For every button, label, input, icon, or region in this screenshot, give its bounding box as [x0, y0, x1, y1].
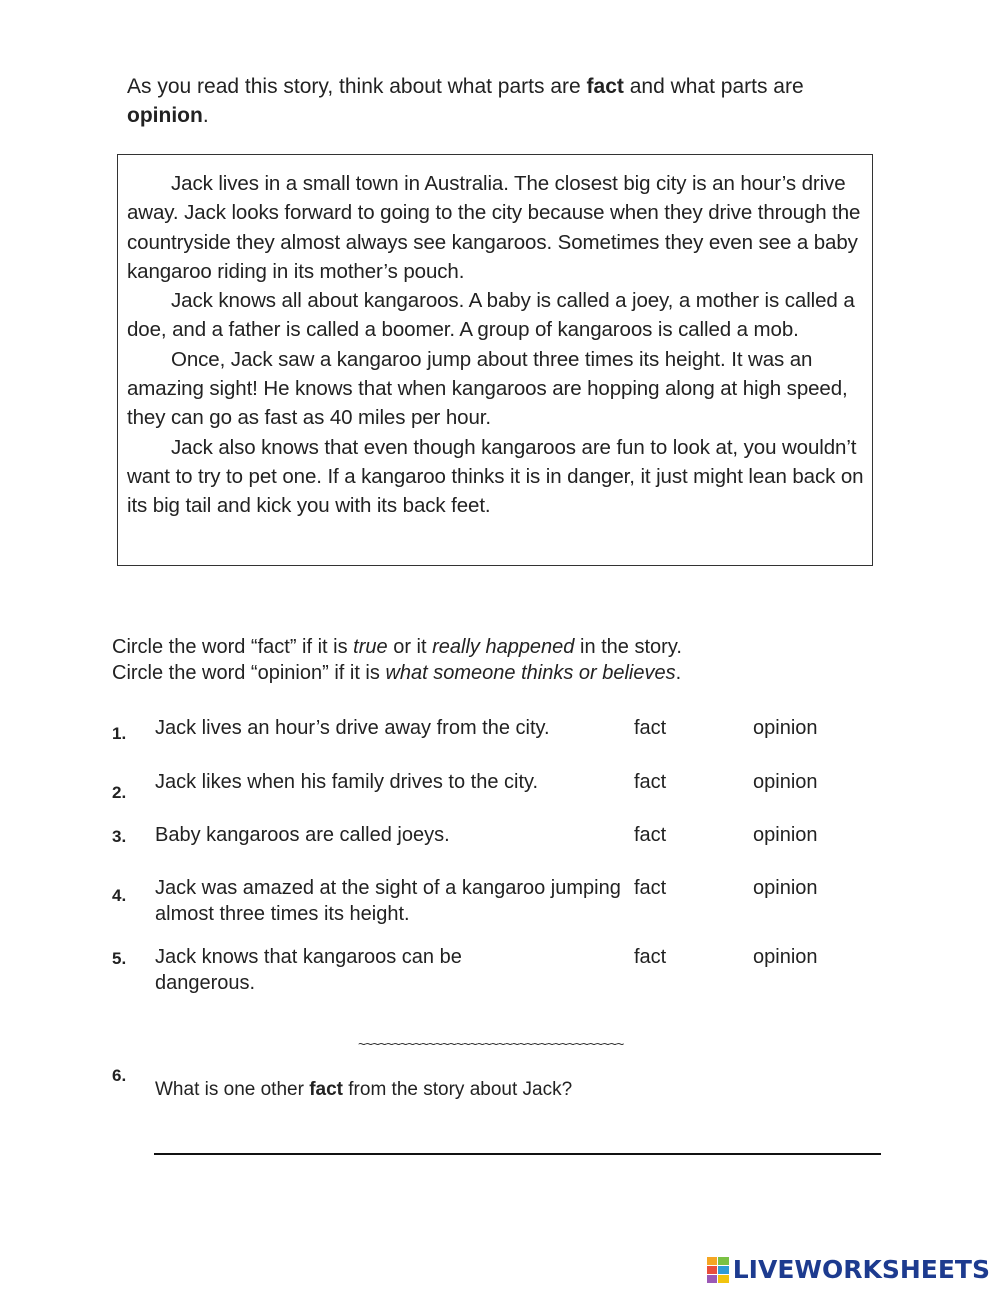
choice-fact[interactable]: fact — [634, 946, 667, 968]
question-text: Jack likes when his family drives to the city. — [155, 771, 539, 793]
instr-line2-c: . — [675, 662, 682, 684]
choice-opinion[interactable]: opinion — [753, 824, 818, 846]
question-6-number: 6. — [112, 1066, 127, 1085]
intro-part1: As you read this story, think about what parts are — [127, 75, 587, 98]
question-number: 5. — [112, 949, 127, 968]
question-text: Jack was amazed at the sight of a kangaroo jumping almost three times its height. — [155, 877, 621, 925]
story-paragraph-2: Jack knows all about kangaroos. A baby is called a joey, a mother is called a doe, and a father is called a boomer. A group of kangaroos is called a mob. — [127, 289, 855, 342]
question-6-text — [155, 1077, 572, 1103]
question-number: 2. — [112, 783, 127, 802]
choice-fact[interactable]: fact — [634, 824, 667, 846]
choice-fact[interactable]: fact — [634, 717, 667, 739]
liveworksheets-logo — [707, 1255, 990, 1284]
story-paragraph-4: Jack also knows that even though kangaroos are fun to look at, you wouldn’t want to try to pet one. If a kangaroo thinks it is in danger, it just might lean back on its big tail and kick you with its back feet. — [127, 435, 864, 518]
q6-part1: What is one other — [155, 1079, 310, 1100]
instr-happened: really happened — [432, 636, 575, 658]
instr-line1-a: Circle the word “fact” if it is — [112, 636, 354, 658]
choice-opinion[interactable]: opinion — [753, 771, 818, 793]
instr-line1-b: or it — [387, 636, 433, 658]
tilde-divider: ~~~~~~~~~~~~~~~~~~~~~~~~~~~~~~~~~~~~~~ — [358, 1036, 624, 1052]
logo-blocks-icon — [707, 1257, 729, 1283]
instr-true: true — [353, 636, 388, 658]
answer-line[interactable] — [154, 1153, 881, 1155]
instr-line2-italic: what someone thinks or believes — [385, 662, 676, 684]
story-paragraph-1: Jack lives in a small town in Australia. The closest big city is an hour’s drive away. Jack looks forward to going to the city because when they drive through the countryside they almost always see kangaroos. Sometimes they even see a baby kangaroo riding in its mother’s pouch. — [127, 172, 861, 283]
instr-line2-a: Circle the word “opinion” if it is — [112, 662, 386, 684]
intro-part2: and what parts are — [623, 75, 804, 98]
question-text: Jack knows that kangaroos can be dangerous. — [155, 946, 462, 994]
question-number: 3. — [112, 827, 127, 846]
story-box — [117, 154, 873, 566]
intro-fact-word: fact — [586, 75, 624, 98]
question-number: 1. — [112, 724, 127, 743]
choice-opinion[interactable]: opinion — [753, 946, 818, 968]
instructions — [112, 634, 912, 686]
choice-fact[interactable]: fact — [634, 771, 667, 793]
instr-line1-c: in the story. — [574, 636, 682, 658]
choice-opinion[interactable]: opinion — [753, 717, 818, 739]
intro-end: . — [202, 104, 209, 127]
intro-opinion-word: opinion — [127, 104, 203, 127]
choice-fact[interactable]: fact — [634, 877, 667, 899]
question-text: Baby kangaroos are called joeys. — [155, 824, 450, 846]
logo-text: LIVEWORKSHEETS — [732, 1255, 990, 1284]
question-text: Jack lives an hour’s drive away from the city. — [155, 717, 550, 739]
story-paragraph-3: Once, Jack saw a kangaroo jump about three times its height. It was an amazing sight! He knows that when kangaroos are hopping along at high speed, they can go as fast as 40 miles per hour. — [127, 347, 848, 430]
choice-opinion[interactable]: opinion — [753, 877, 818, 899]
intro-text — [127, 72, 887, 130]
question-number: 4. — [112, 886, 127, 905]
q6-part2: from the story about Jack? — [343, 1079, 573, 1100]
q6-bold: fact — [309, 1079, 343, 1100]
